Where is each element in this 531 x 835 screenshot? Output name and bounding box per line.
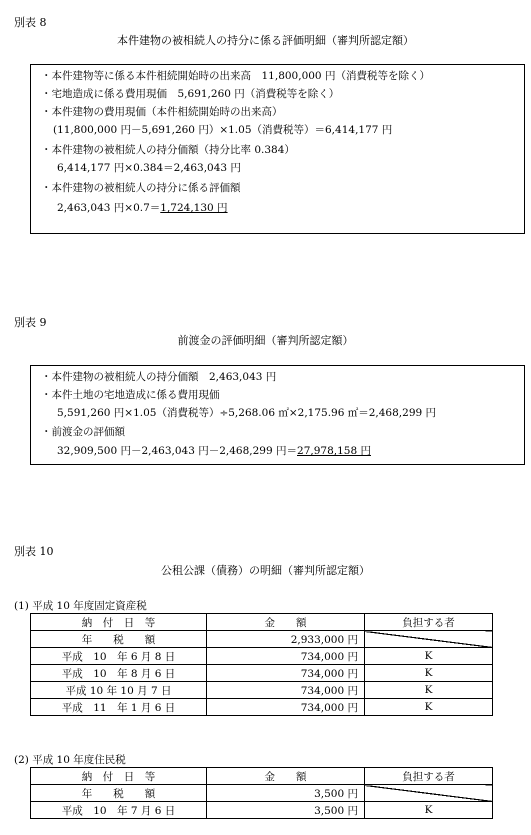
cell-date: 平成 10 年 10 月 7 日 xyxy=(31,682,207,699)
cell-amount: 734,000 円 xyxy=(207,648,365,665)
section-9-box xyxy=(30,365,525,465)
section-10-label: 別表 10 xyxy=(14,545,54,558)
cell-payer: K xyxy=(365,682,493,699)
s8-result: 1,724,130 円 xyxy=(160,202,228,214)
cell-payer: K xyxy=(365,802,493,819)
s9-line-4: ・前渡金の評価額 xyxy=(41,426,125,438)
section-10-title: 公租公課（債務）の明細（審判所認定額） xyxy=(161,564,370,577)
cell-payer: K xyxy=(365,699,493,716)
cell-date: 平成 10 年 6 月 8 日 xyxy=(31,648,207,665)
section-8-title: 本件建物の被相続人の持分に係る評価明細（審判所認定額） xyxy=(117,34,414,47)
header-amount: 金 額 xyxy=(207,768,365,785)
cell-amount: 3,500 円 xyxy=(207,802,365,819)
table-row xyxy=(31,665,493,682)
table-2-caption: (2) 平成 10 年度住民税 xyxy=(14,754,126,766)
table-row xyxy=(31,785,493,802)
table-row xyxy=(31,699,493,716)
s9-result: 27,978,158 円 xyxy=(297,445,371,457)
cell-date: 平成 10 年 7 月 6 日 xyxy=(31,802,207,819)
table-row xyxy=(31,631,493,648)
header-payer: 負担する者 xyxy=(365,768,493,785)
s8-line-7: ・本件建物の被相続人の持分に係る評価額 xyxy=(41,182,241,194)
s9-line-2: ・本件土地の宅地造成に係る費用現価 xyxy=(41,389,220,401)
cell-amount: 734,000 円 xyxy=(207,682,365,699)
s9-line-1: ・本件建物の被相続人の持分価額 2,463,043 円 xyxy=(41,371,277,383)
table-header-row xyxy=(31,614,493,631)
section-8-box xyxy=(30,64,525,234)
s8-line-3: ・本件建物の費用現価（本件相続開始時の出来高） xyxy=(41,106,283,118)
section-9-label: 別表 9 xyxy=(14,316,47,329)
s8-line-4: (11,800,000 円－5,691,260 円）×1.05（消費税等）＝6,414,177 円 xyxy=(53,124,393,136)
s8-formula: 2,463,043 円×0.7＝ xyxy=(57,202,161,214)
s8-line-1: ・本件建物等に係る本件相続開始時の出来高 11,800,000 円（消費税等を除く） xyxy=(41,70,430,82)
property-tax-table xyxy=(30,613,493,716)
cell-payer: K xyxy=(365,648,493,665)
table-header-row xyxy=(31,768,493,785)
s9-line-3: 5,591,260 円×1.05（消費税等）÷5,268.06 ㎡×2,175.96 ㎡＝2,468,299 円 xyxy=(57,407,437,419)
s9-line-5 xyxy=(57,444,371,458)
s9-formula: 32,909,500 円－2,463,043 円－2,468,299 円＝ xyxy=(57,445,298,457)
table-row xyxy=(31,648,493,665)
cell-amount: 2,933,000 円 xyxy=(207,631,365,648)
section-9-title: 前渡金の評価明細（審判所認定額） xyxy=(177,334,354,347)
resident-tax-table xyxy=(30,767,493,819)
cell-payer-empty xyxy=(365,785,493,802)
header-payment-date: 納 付 日 等 xyxy=(31,768,207,785)
header-payment-date: 納 付 日 等 xyxy=(31,614,207,631)
cell-date: 平成 11 年 1 月 6 日 xyxy=(31,699,207,716)
cell-date: 年 税 額 xyxy=(31,631,207,648)
header-payer: 負担する者 xyxy=(365,614,493,631)
cell-amount: 734,000 円 xyxy=(207,699,365,716)
cell-payer-empty xyxy=(365,631,493,648)
table-row xyxy=(31,682,493,699)
s8-line-5: ・本件建物の被相続人の持分価額（持分比率 0.384） xyxy=(41,144,295,156)
cell-date: 年 税 額 xyxy=(31,785,207,802)
s8-line-8 xyxy=(57,201,228,215)
cell-payer: K xyxy=(365,665,493,682)
s8-line-6: 6,414,177 円×0.384＝2,463,043 円 xyxy=(57,162,241,174)
s8-line-2: ・宅地造成に係る費用現価 5,691,260 円（消費税等を除く） xyxy=(41,88,340,100)
cell-date: 平成 10 年 8 月 6 日 xyxy=(31,665,207,682)
section-8-label: 別表 8 xyxy=(14,16,47,29)
header-amount: 金 額 xyxy=(207,614,365,631)
cell-amount: 3,500 円 xyxy=(207,785,365,802)
cell-amount: 734,000 円 xyxy=(207,665,365,682)
table-row xyxy=(31,802,493,819)
table-1-caption: (1) 平成 10 年度固定資産税 xyxy=(14,600,147,612)
